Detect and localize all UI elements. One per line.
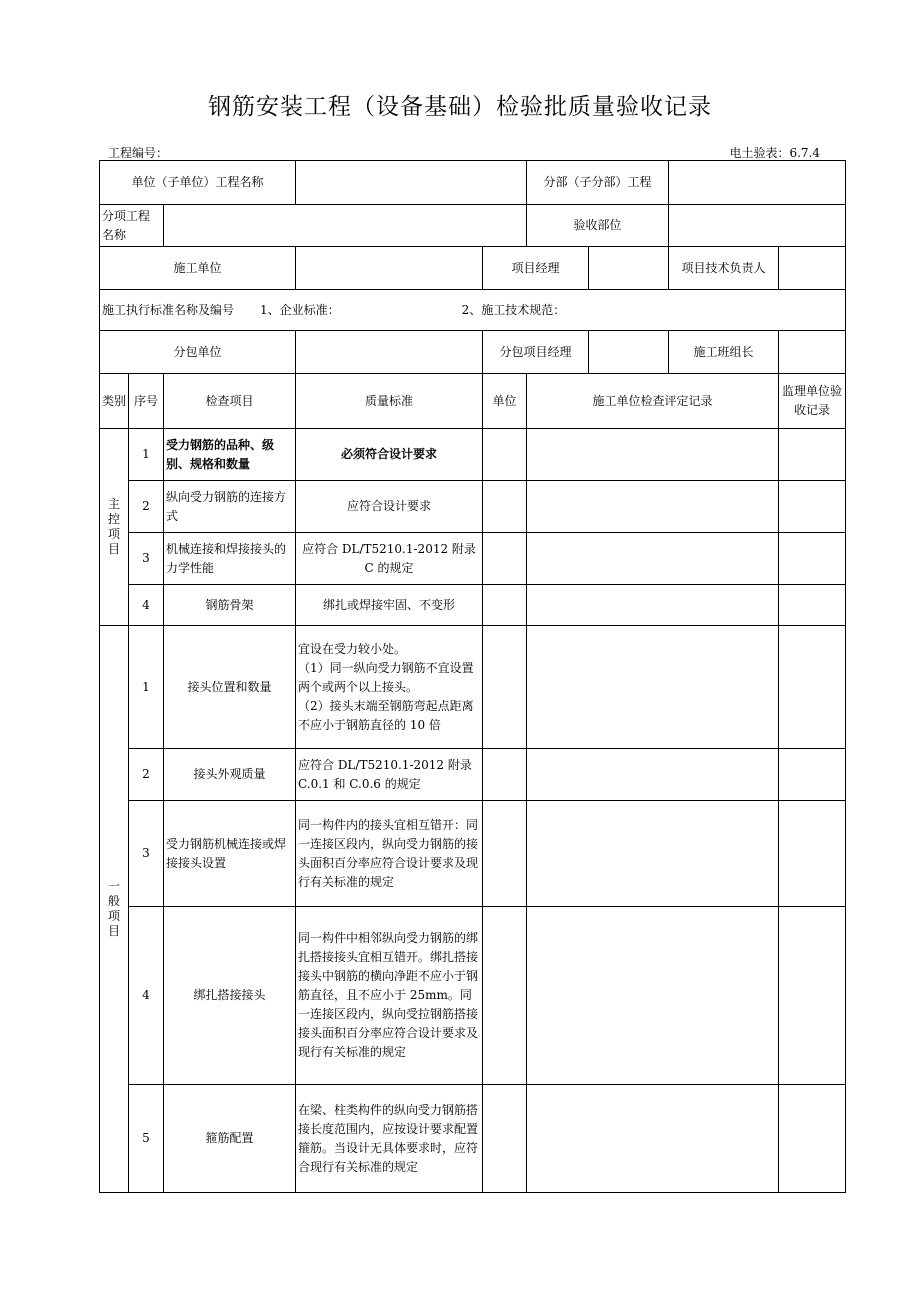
col-standard: 质量标准 — [296, 374, 483, 429]
item-no: 3 — [129, 801, 164, 907]
form-title: 钢筋安装工程（设备基础）检验批质量验收记录 — [208, 94, 712, 120]
item-name: 受力钢筋的品种、级别、规格和数量 — [164, 429, 296, 481]
unit-project-name-value[interactable] — [296, 161, 527, 205]
record-cell[interactable] — [527, 1085, 779, 1193]
item-standard: 应符合设计要求 — [296, 481, 483, 533]
table-row — [100, 429, 846, 481]
supervision-cell[interactable] — [779, 749, 846, 801]
item-no: 4 — [129, 907, 164, 1085]
unit-cell[interactable] — [483, 626, 527, 749]
unit-cell[interactable] — [483, 907, 527, 1085]
supervision-cell[interactable] — [779, 585, 846, 626]
table-row — [100, 907, 846, 1085]
record-cell[interactable] — [527, 585, 779, 626]
subcontract-pm-value[interactable] — [589, 331, 669, 374]
header-row-3 — [100, 247, 846, 290]
supervision-cell[interactable] — [779, 429, 846, 481]
item-name: 钢筋骨架 — [164, 585, 296, 626]
unit-cell[interactable] — [483, 481, 527, 533]
unit-cell[interactable] — [483, 533, 527, 585]
team-leader-value[interactable] — [779, 331, 846, 374]
table-row — [100, 801, 846, 907]
item-no: 4 — [129, 585, 164, 626]
record-cell[interactable] — [527, 481, 779, 533]
item-no: 2 — [129, 481, 164, 533]
item-standard: 应符合 DL/T5210.1-2012 附录 C 的规定 — [296, 533, 483, 585]
project-manager-label: 项目经理 — [483, 247, 589, 290]
general-category-label: 一般项目 — [100, 626, 129, 1193]
item-standard: 应符合 DL/T5210.1-2012 附录 C.0.1 和 C.0.6 的规定 — [296, 749, 483, 801]
construction-unit-label: 施工单位 — [100, 247, 296, 290]
item-standard: 必须符合设计要求 — [296, 429, 483, 481]
table-row — [100, 626, 846, 749]
unit-cell[interactable] — [483, 749, 527, 801]
subcontract-unit-value[interactable] — [296, 331, 483, 374]
project-manager-value[interactable] — [589, 247, 669, 290]
item-project-name-value[interactable] — [164, 205, 527, 247]
record-cell[interactable] — [527, 626, 779, 749]
col-supervision: 监理单位验收记录 — [779, 374, 846, 429]
project-number-label: 工程编号： — [108, 146, 169, 160]
item-no: 5 — [129, 1085, 164, 1193]
record-cell[interactable] — [527, 749, 779, 801]
record-cell[interactable] — [527, 907, 779, 1085]
record-cell[interactable] — [527, 429, 779, 481]
supervision-cell[interactable] — [779, 1085, 846, 1193]
header-row-4 — [100, 290, 846, 331]
col-unit: 单位 — [483, 374, 527, 429]
inspection-record-table — [99, 160, 846, 1193]
item-standard: 在梁、柱类构件的纵向受力钢筋搭接长度范围内，应按设计要求配置箍筋。当设计无具体要求时，应符合现行有关标准的规定 — [296, 1085, 483, 1193]
header-row-1 — [100, 161, 846, 205]
sub-project-label: 分部（子分部）工程 — [527, 161, 669, 205]
supervision-cell[interactable] — [779, 801, 846, 907]
enterprise-standard-label: 1、企业标准： — [260, 302, 340, 317]
acceptance-part-label: 验收部位 — [527, 205, 669, 247]
column-header-row — [100, 374, 846, 429]
item-standard: 同一构件内的接头宜相互错开：同一连接区段内，纵向受力钢筋的接头面积百分率应符合设计要求及现行有关标准的规定 — [296, 801, 483, 907]
item-name: 绑扎搭接接头 — [164, 907, 296, 1085]
unit-project-name-label: 单位（子单位）工程名称 — [100, 161, 296, 205]
item-name: 接头外观质量 — [164, 749, 296, 801]
table-row — [100, 749, 846, 801]
tech-lead-value[interactable] — [779, 247, 846, 290]
table-row — [100, 481, 846, 533]
execution-standard-label: 施工执行标准名称及编号 — [102, 302, 235, 317]
subcontract-pm-label: 分包项目经理 — [483, 331, 589, 374]
sub-project-value[interactable] — [669, 161, 846, 205]
tech-lead-label: 项目技术负责人 — [669, 247, 779, 290]
item-standard: 宜设在受力较小处。 （1）同一纵向受力钢筋不宜设置两个或两个以上接头。 （2）接头末端至钢筋弯起点距离不应小于钢筋直径的 10 倍 — [296, 626, 483, 749]
team-leader-label: 施工班组长 — [669, 331, 779, 374]
subcontract-unit-label: 分包单位 — [100, 331, 296, 374]
item-standard: 绑扎或焊接牢固、不变形 — [296, 585, 483, 626]
unit-cell[interactable] — [483, 1085, 527, 1193]
technical-spec-label: 2、施工技术规范： — [461, 302, 566, 317]
acceptance-part-value[interactable] — [669, 205, 846, 247]
record-cell[interactable] — [527, 801, 779, 907]
construction-unit-value[interactable] — [296, 247, 483, 290]
item-no: 3 — [129, 533, 164, 585]
record-cell[interactable] — [527, 533, 779, 585]
col-check-item: 检查项目 — [164, 374, 296, 429]
item-no: 1 — [129, 626, 164, 749]
item-name: 接头位置和数量 — [164, 626, 296, 749]
item-no: 2 — [129, 749, 164, 801]
supervision-cell[interactable] — [779, 533, 846, 585]
item-name: 纵向受力钢筋的连接方式 — [164, 481, 296, 533]
supervision-cell[interactable] — [779, 481, 846, 533]
main-category-label: 主控项目 — [100, 429, 129, 626]
item-standard: 同一构件中相邻纵向受力钢筋的绑扎搭接接头宜相互错开。绑扎搭接接头中钢筋的横向净距不应小于钢筋直径，且不应小于 25mm。同一连接区段内，纵向受拉钢筋搭接接头面积百分率应符合设计要求及现行有关标准的规定 — [296, 907, 483, 1085]
unit-cell[interactable] — [483, 429, 527, 481]
unit-cell[interactable] — [483, 585, 527, 626]
col-category: 类别 — [100, 374, 129, 429]
item-no: 1 — [129, 429, 164, 481]
header-row-5 — [100, 331, 846, 374]
header-row-2 — [100, 205, 846, 247]
item-name: 机械连接和焊接接头的力学性能 — [164, 533, 296, 585]
supervision-cell[interactable] — [779, 907, 846, 1085]
unit-cell[interactable] — [483, 801, 527, 907]
table-row — [100, 533, 846, 585]
table-row — [100, 585, 846, 626]
supervision-cell[interactable] — [779, 626, 846, 749]
col-record: 施工单位检查评定记录 — [527, 374, 779, 429]
table-row — [100, 1085, 846, 1193]
item-project-name-label: 分项工程名称 — [100, 205, 164, 247]
form-code: 电土验表：6.7.4 — [729, 146, 820, 160]
item-name: 箍筋配置 — [164, 1085, 296, 1193]
execution-standard-cell[interactable] — [100, 290, 846, 331]
item-name: 受力钢筋机械连接或焊接接头设置 — [164, 801, 296, 907]
col-seq: 序号 — [129, 374, 164, 429]
